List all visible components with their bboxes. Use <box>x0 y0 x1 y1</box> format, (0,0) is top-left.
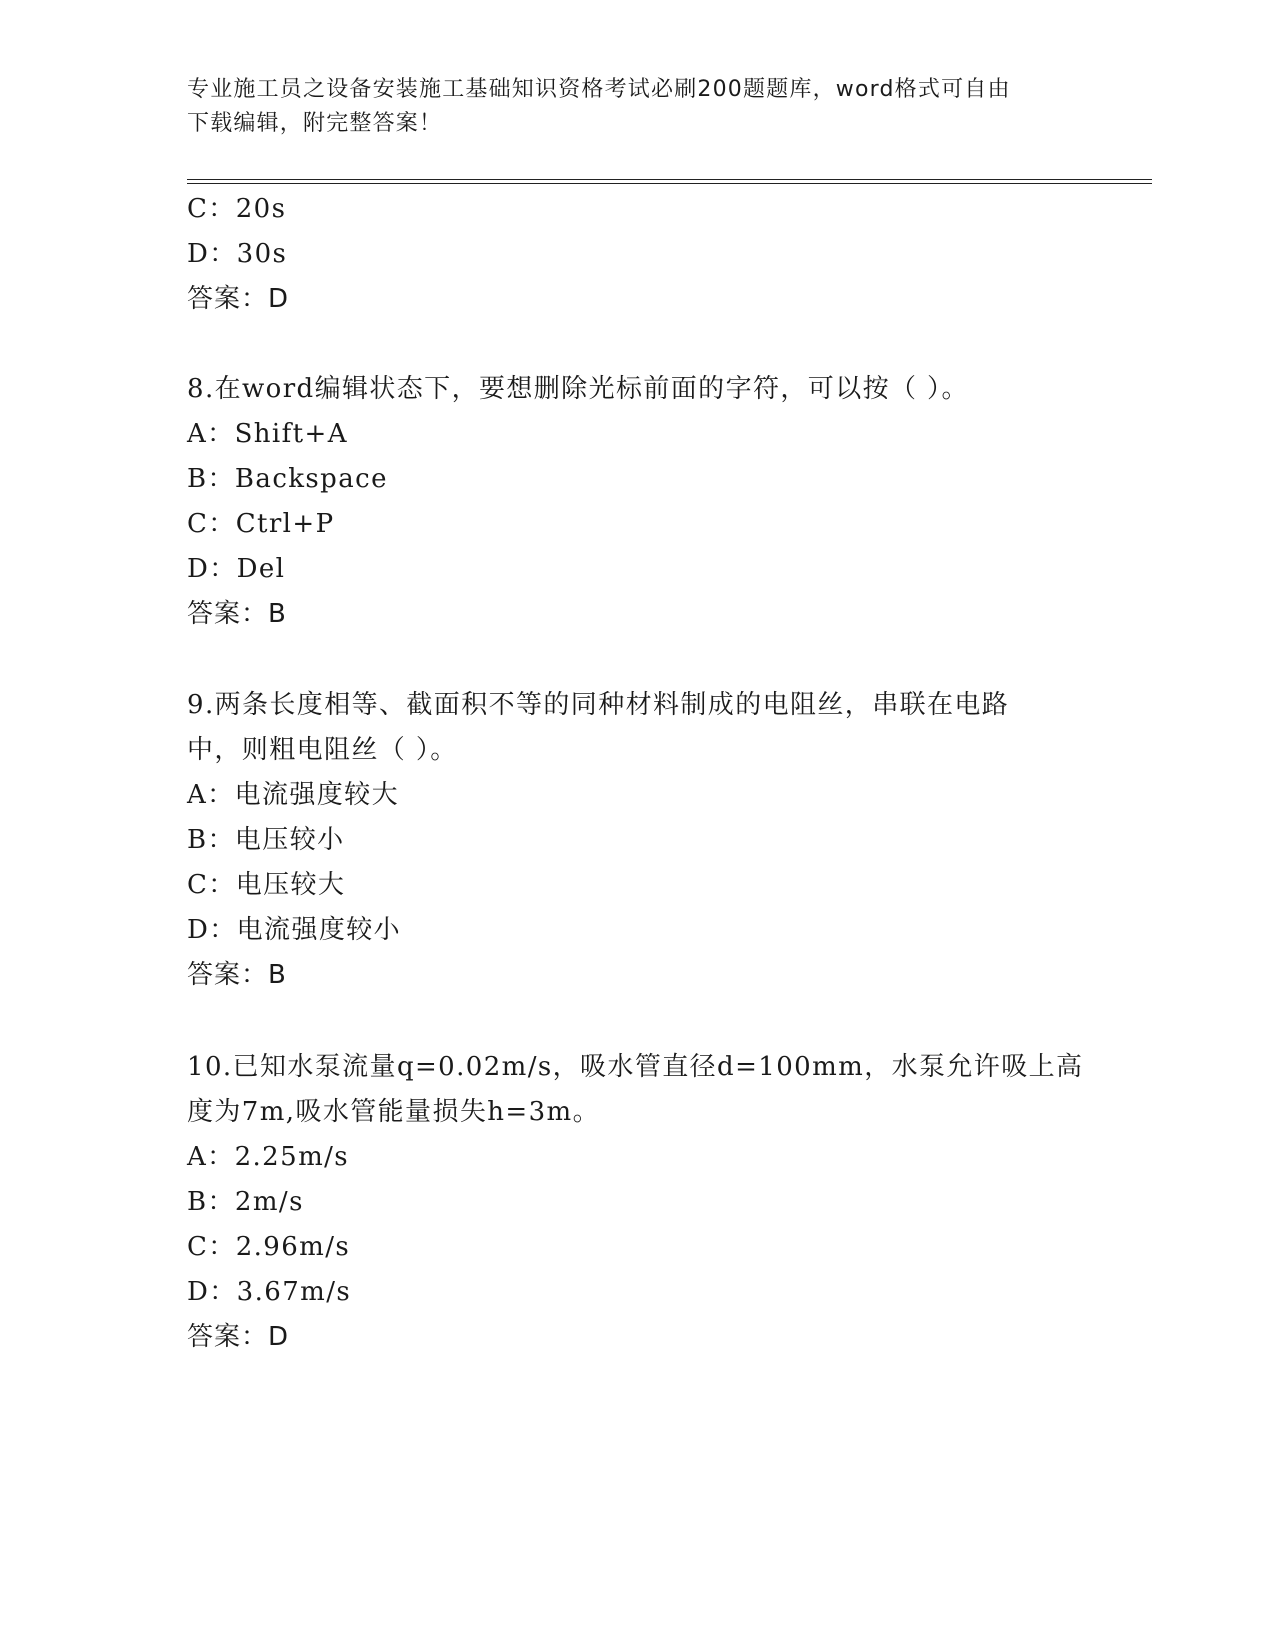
q9-option-c: C：电压较大 <box>187 870 346 900</box>
q10-option-d: D：3.67m/s <box>187 1277 352 1307</box>
q8-option-a: A：Shift+A <box>187 419 348 449</box>
q10-answer: 答案：D <box>187 1322 290 1352</box>
q10-option-b: B：2m/s <box>187 1187 304 1217</box>
q10-question-line-1: 10.已知水泵流量q=0.02m/s，吸水管直径d=100mm，水泵允许吸上高 <box>187 1052 1084 1082</box>
q10-option-c: C：2.96m/s <box>187 1232 351 1262</box>
q9-option-b: B：电压较小 <box>187 825 345 855</box>
q8-question: 8.在word编辑状态下，要想删除光标前面的字符，可以按（ ）。 <box>187 374 969 404</box>
q8-option-b: B：Backspace <box>187 464 388 494</box>
q7-option-c: C：20s <box>187 194 287 224</box>
header-divider-bottom <box>187 183 1152 184</box>
q10-option-a: A：2.25m/s <box>187 1142 350 1172</box>
q7-option-d: D：30s <box>187 239 288 269</box>
q8-option-c: C：Ctrl+P <box>187 509 335 539</box>
q9-answer: 答案：B <box>187 960 287 990</box>
q10-question-line-2: 度为7m,吸水管能量损失h=3m。 <box>187 1097 600 1127</box>
q9-question-line-1: 9.两条长度相等、截面积不等的同种材料制成的电阻丝，串联在电路 <box>187 690 1010 720</box>
document-header <box>187 73 1087 141</box>
q9-option-d: D：电流强度较小 <box>187 915 402 945</box>
header-line-2: 下载编辑，附完整答案！ <box>187 111 443 136</box>
q9-option-a: A：电流强度较大 <box>187 780 399 810</box>
q8-answer: 答案：B <box>187 599 287 629</box>
q8-option-d: D：Del <box>187 554 286 584</box>
q9-question-line-2: 中，则粗电阻丝（ ）。 <box>187 735 458 765</box>
q7-answer: 答案：D <box>187 284 290 314</box>
header-line-1: 专业施工员之设备安装施工基础知识资格考试必刷200题题库，word格式可自由 <box>187 77 1011 102</box>
header-divider-top <box>187 179 1152 180</box>
